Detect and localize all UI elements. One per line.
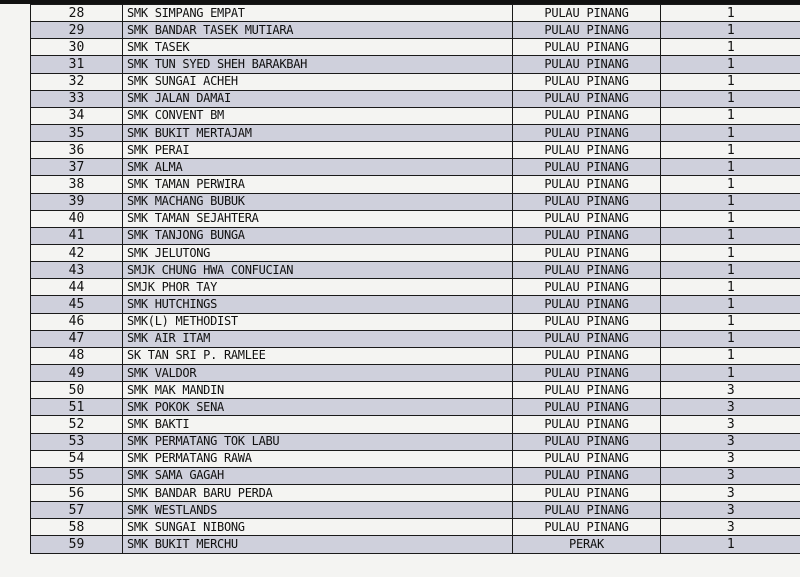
row-number: 57 bbox=[31, 502, 123, 519]
state-name: PULAU PINANG bbox=[513, 467, 661, 484]
state-name: PULAU PINANG bbox=[513, 450, 661, 467]
state-name: PULAU PINANG bbox=[513, 296, 661, 313]
table-row bbox=[31, 279, 800, 296]
state-name: PULAU PINANG bbox=[513, 176, 661, 193]
state-name: PULAU PINANG bbox=[513, 433, 661, 450]
allocation-count: 1 bbox=[661, 107, 800, 124]
school-name: SMK TANJONG BUNGA bbox=[123, 227, 513, 244]
state-name: PULAU PINANG bbox=[513, 484, 661, 501]
table-body bbox=[31, 5, 800, 554]
school-name: SMK BAKTI bbox=[123, 416, 513, 433]
table-row bbox=[31, 227, 800, 244]
row-number: 35 bbox=[31, 124, 123, 141]
table-row bbox=[31, 330, 800, 347]
school-name: SMK BANDAR TASEK MUTIARA bbox=[123, 22, 513, 39]
table-row bbox=[31, 433, 800, 450]
table-row bbox=[31, 5, 800, 22]
allocation-count: 3 bbox=[661, 484, 800, 501]
row-number: 39 bbox=[31, 193, 123, 210]
school-name: SMK TAMAN SEJAHTERA bbox=[123, 210, 513, 227]
allocation-count: 1 bbox=[661, 159, 800, 176]
school-name: SMK BUKIT MERTAJAM bbox=[123, 124, 513, 141]
school-name: SMK TASEK bbox=[123, 39, 513, 56]
allocation-count: 1 bbox=[661, 244, 800, 261]
table-row bbox=[31, 450, 800, 467]
allocation-count: 3 bbox=[661, 450, 800, 467]
state-name: PULAU PINANG bbox=[513, 399, 661, 416]
row-number: 33 bbox=[31, 90, 123, 107]
row-number: 41 bbox=[31, 227, 123, 244]
allocation-count: 1 bbox=[661, 56, 800, 73]
allocation-count: 3 bbox=[661, 399, 800, 416]
allocation-count: 3 bbox=[661, 519, 800, 536]
table-row bbox=[31, 313, 800, 330]
table-row bbox=[31, 364, 800, 381]
state-name: PULAU PINANG bbox=[513, 364, 661, 381]
state-name: PULAU PINANG bbox=[513, 347, 661, 364]
state-name: PULAU PINANG bbox=[513, 193, 661, 210]
allocation-count: 1 bbox=[661, 176, 800, 193]
state-name: PULAU PINANG bbox=[513, 22, 661, 39]
school-name: SMK JELUTONG bbox=[123, 244, 513, 261]
allocation-count: 3 bbox=[661, 467, 800, 484]
school-name: SK TAN SRI P. RAMLEE bbox=[123, 347, 513, 364]
allocation-count: 1 bbox=[661, 347, 800, 364]
school-name: SMK CONVENT BM bbox=[123, 107, 513, 124]
row-number: 48 bbox=[31, 347, 123, 364]
state-name: PULAU PINANG bbox=[513, 159, 661, 176]
school-name: SMK TAMAN PERWIRA bbox=[123, 176, 513, 193]
allocation-count: 3 bbox=[661, 433, 800, 450]
school-name: SMK SAMA GAGAH bbox=[123, 467, 513, 484]
school-name: SMK PERMATANG RAWA bbox=[123, 450, 513, 467]
state-name: PULAU PINANG bbox=[513, 416, 661, 433]
row-number: 34 bbox=[31, 107, 123, 124]
allocation-count: 1 bbox=[661, 313, 800, 330]
allocation-count: 1 bbox=[661, 22, 800, 39]
school-name: SMK(L) METHODIST bbox=[123, 313, 513, 330]
row-number: 29 bbox=[31, 22, 123, 39]
allocation-count: 1 bbox=[661, 39, 800, 56]
row-number: 28 bbox=[31, 5, 123, 22]
state-name: PULAU PINANG bbox=[513, 210, 661, 227]
school-name: SMJK CHUNG HWA CONFUCIAN bbox=[123, 262, 513, 279]
row-number: 45 bbox=[31, 296, 123, 313]
table-row bbox=[31, 39, 800, 56]
school-name: SMK HUTCHINGS bbox=[123, 296, 513, 313]
row-number: 59 bbox=[31, 536, 123, 553]
row-number: 32 bbox=[31, 73, 123, 90]
row-number: 40 bbox=[31, 210, 123, 227]
table-row bbox=[31, 124, 800, 141]
table-row bbox=[31, 142, 800, 159]
school-name: SMK PERAI bbox=[123, 142, 513, 159]
school-allocation-table bbox=[30, 4, 800, 554]
table-row bbox=[31, 484, 800, 501]
table-row bbox=[31, 22, 800, 39]
row-number: 38 bbox=[31, 176, 123, 193]
allocation-count: 1 bbox=[661, 90, 800, 107]
state-name: PULAU PINANG bbox=[513, 262, 661, 279]
allocation-count: 1 bbox=[661, 330, 800, 347]
row-number: 44 bbox=[31, 279, 123, 296]
allocation-count: 3 bbox=[661, 416, 800, 433]
state-name: PULAU PINANG bbox=[513, 244, 661, 261]
table-row bbox=[31, 399, 800, 416]
school-name: SMJK PHOR TAY bbox=[123, 279, 513, 296]
state-name: PULAU PINANG bbox=[513, 56, 661, 73]
allocation-count: 1 bbox=[661, 296, 800, 313]
table-row bbox=[31, 90, 800, 107]
table-row bbox=[31, 244, 800, 261]
row-number: 54 bbox=[31, 450, 123, 467]
row-number: 43 bbox=[31, 262, 123, 279]
state-name: PULAU PINANG bbox=[513, 382, 661, 399]
table-row bbox=[31, 176, 800, 193]
table-row bbox=[31, 262, 800, 279]
school-name: SMK ALMA bbox=[123, 159, 513, 176]
allocation-count: 1 bbox=[661, 5, 800, 22]
allocation-count: 1 bbox=[661, 142, 800, 159]
allocation-count: 3 bbox=[661, 502, 800, 519]
table-row bbox=[31, 467, 800, 484]
allocation-count: 3 bbox=[661, 382, 800, 399]
school-name: SMK TUN SYED SHEH BARAKBAH bbox=[123, 56, 513, 73]
school-name: SMK MACHANG BUBUK bbox=[123, 193, 513, 210]
school-name: SMK VALDOR bbox=[123, 364, 513, 381]
row-number: 55 bbox=[31, 467, 123, 484]
state-name: PULAU PINANG bbox=[513, 279, 661, 296]
table-row bbox=[31, 296, 800, 313]
row-number: 50 bbox=[31, 382, 123, 399]
row-number: 49 bbox=[31, 364, 123, 381]
allocation-count: 1 bbox=[661, 262, 800, 279]
school-name: SMK JALAN DAMAI bbox=[123, 90, 513, 107]
state-name: PULAU PINANG bbox=[513, 502, 661, 519]
table-row bbox=[31, 502, 800, 519]
allocation-count: 1 bbox=[661, 193, 800, 210]
row-number: 53 bbox=[31, 433, 123, 450]
row-number: 31 bbox=[31, 56, 123, 73]
table-row bbox=[31, 416, 800, 433]
row-number: 37 bbox=[31, 159, 123, 176]
table-row bbox=[31, 536, 800, 553]
state-name: PULAU PINANG bbox=[513, 90, 661, 107]
row-number: 47 bbox=[31, 330, 123, 347]
state-name: PULAU PINANG bbox=[513, 142, 661, 159]
row-number: 42 bbox=[31, 244, 123, 261]
row-number: 46 bbox=[31, 313, 123, 330]
table-row bbox=[31, 107, 800, 124]
allocation-count: 1 bbox=[661, 124, 800, 141]
allocation-count: 1 bbox=[661, 227, 800, 244]
table-row bbox=[31, 210, 800, 227]
state-name: PULAU PINANG bbox=[513, 227, 661, 244]
table-row bbox=[31, 159, 800, 176]
state-name: PERAK bbox=[513, 536, 661, 553]
school-name: SMK MAK MANDIN bbox=[123, 382, 513, 399]
table-row bbox=[31, 193, 800, 210]
school-name: SMK BANDAR BARU PERDA bbox=[123, 484, 513, 501]
allocation-count: 1 bbox=[661, 364, 800, 381]
allocation-count: 1 bbox=[661, 210, 800, 227]
school-name: SMK SIMPANG EMPAT bbox=[123, 5, 513, 22]
row-number: 56 bbox=[31, 484, 123, 501]
school-name: SMK PERMATANG TOK LABU bbox=[123, 433, 513, 450]
state-name: PULAU PINANG bbox=[513, 313, 661, 330]
state-name: PULAU PINANG bbox=[513, 519, 661, 536]
school-name: SMK SUNGAI NIBONG bbox=[123, 519, 513, 536]
allocation-count: 1 bbox=[661, 536, 800, 553]
table-row bbox=[31, 347, 800, 364]
table-row bbox=[31, 56, 800, 73]
table-row bbox=[31, 382, 800, 399]
row-number: 58 bbox=[31, 519, 123, 536]
school-name: SMK BUKIT MERCHU bbox=[123, 536, 513, 553]
table-row bbox=[31, 73, 800, 90]
allocation-count: 1 bbox=[661, 73, 800, 90]
school-name: SMK WESTLANDS bbox=[123, 502, 513, 519]
row-number: 30 bbox=[31, 39, 123, 56]
school-name: SMK POKOK SENA bbox=[123, 399, 513, 416]
state-name: PULAU PINANG bbox=[513, 39, 661, 56]
state-name: PULAU PINANG bbox=[513, 5, 661, 22]
state-name: PULAU PINANG bbox=[513, 107, 661, 124]
row-number: 36 bbox=[31, 142, 123, 159]
school-name: SMK SUNGAI ACHEH bbox=[123, 73, 513, 90]
state-name: PULAU PINANG bbox=[513, 330, 661, 347]
row-number: 52 bbox=[31, 416, 123, 433]
school-name: SMK AIR ITAM bbox=[123, 330, 513, 347]
state-name: PULAU PINANG bbox=[513, 124, 661, 141]
allocation-count: 1 bbox=[661, 279, 800, 296]
row-number: 51 bbox=[31, 399, 123, 416]
state-name: PULAU PINANG bbox=[513, 73, 661, 90]
table-row bbox=[31, 519, 800, 536]
